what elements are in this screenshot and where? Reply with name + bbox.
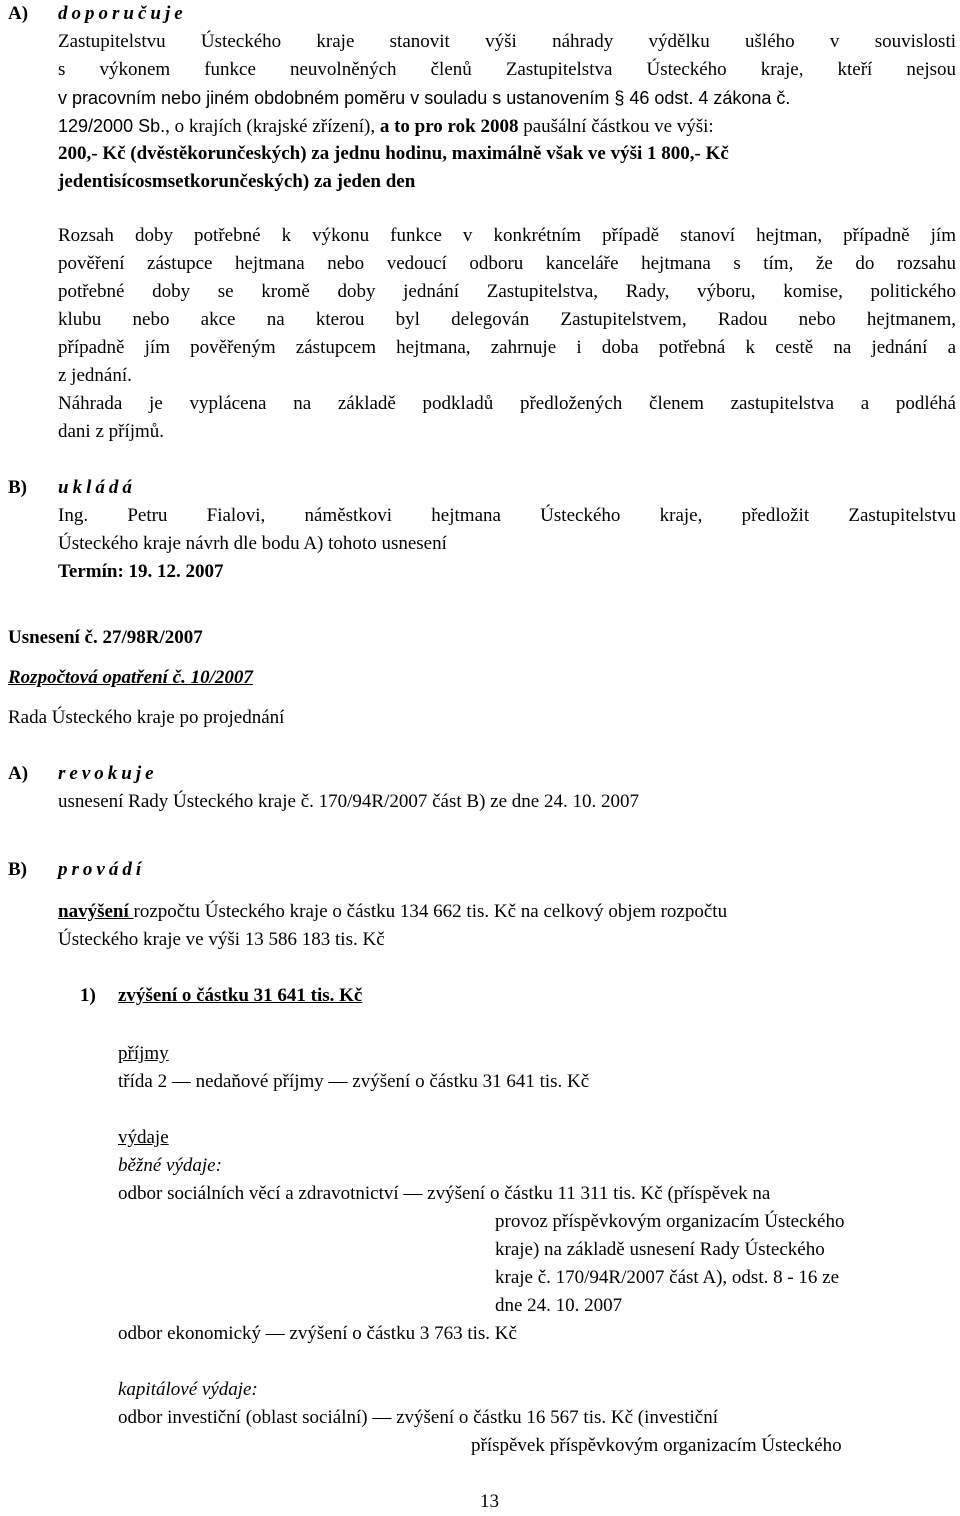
section-a-line-1: Zastupitelstvu Ústeckého kraje stanovit výši náhrady výdělku ušlého v souvislosti — [58, 31, 956, 52]
social-affairs-cont-1: provoz příspěvkovým organizacím Ústeckého — [495, 1211, 845, 1232]
increase-text: rozpočtu Ústeckého kraje o částku 134 662 tis. Kč na celkový objem rozpočtu — [133, 901, 728, 922]
year-clause: a to pro rok 2008 — [379, 116, 519, 137]
scope-line-4: klubu nebo akce na kterou byl delegován Zastupitelstvem, Radou nebo hejtmanem, — [58, 309, 956, 330]
daily-rate: jedentisícosmsetkorunčeských) za jeden den — [58, 171, 416, 192]
scope-line-3: potřebné doby se kromě doby jednání Zastupitelstva, Rady, výboru, komise, politického — [58, 281, 956, 302]
section-a-heading: doporučuje — [58, 3, 187, 24]
economic-dept-line: odbor ekonomický — zvýšení o částku 3 763 tis. Kč — [118, 1323, 517, 1344]
budget-increase-line-2: Ústeckého kraje ve výši 13 586 183 tis. Kč — [58, 929, 385, 950]
task-line-2: Ústeckého kraje návrh dle bodu A) tohoto usnesení — [58, 533, 447, 554]
deadline: Termín: 19. 12. 2007 — [58, 561, 224, 582]
revenue-label: příjmy — [118, 1043, 169, 1064]
section-b-heading: ukládá — [58, 477, 136, 498]
section-a-line-3: v pracovním nebo jiném obdobném poměru v souladu s ustanovením § 46 odst. 4 zákona č. — [58, 88, 791, 108]
budget-increase-line-1 — [58, 898, 727, 926]
payment-line-2: dani z příjmů. — [58, 421, 165, 442]
payment-line-1: Náhrada je vyplácena na základě podkladů předložených členem zastupitelstva a podléhá — [58, 393, 956, 414]
provadi-label: B) — [8, 859, 27, 880]
lump-sum-text: paušální částkou ve výši: — [518, 116, 714, 137]
current-expenses-label: běžné výdaje: — [118, 1155, 222, 1176]
revokuje-heading: revokuje — [58, 763, 158, 784]
provadi-heading: provádí — [58, 859, 146, 880]
social-affairs-line: odbor sociálních věcí a zdravotnictví — zvýšení o částku 11 311 tis. Kč (příspěvek na — [118, 1183, 771, 1204]
scope-line-5: případně jím pověřeným zástupcem hejtmana, zahrnuje i doba potřebná k cestě na jednání a — [58, 337, 956, 358]
scope-line-1: Rozsah doby potřebné k výkonu funkce v konkrétním případě stanoví hejtman, případně jím — [58, 225, 956, 246]
capital-expenses-label: kapitálové výdaje: — [118, 1379, 258, 1400]
scope-line-2: pověření zástupce hejtmana nebo vedoucí odboru kanceláře hejtmana s tím, že do rozsahu — [58, 253, 956, 274]
revokuje-text: usnesení Rady Ústeckého kraje č. 170/94R/2007 část B) ze dne 24. 10. 2007 — [58, 791, 639, 812]
task-line-1: Ing. Petru Fialovi, náměstkovi hejtmana Ústeckého kraje, předložit Zastupitelstvu — [58, 505, 956, 526]
expenses-label: výdaje — [118, 1127, 169, 1148]
hourly-rate: 200,- Kč (dvěstěkorunčeských) za jednu hodinu, maximálně však ve výši 1 800,- Kč — [58, 143, 729, 164]
social-affairs-cont-4: dne 24. 10. 2007 — [495, 1295, 623, 1316]
section-a-label: A) — [8, 3, 29, 24]
investment-dept-cont: příspěvek příspěvkovým organizacím Ústeckého — [471, 1435, 842, 1456]
law-reference-text: , o krajích (krajské zřízení), — [165, 116, 380, 137]
social-affairs-cont-2: kraje) na základě usnesení Rady Ústeckého — [495, 1239, 825, 1260]
investment-dept-line: odbor investiční (oblast sociální) — zvýšení o částku 16 567 tis. Kč (investiční — [118, 1407, 718, 1428]
scope-line-6: z jednání. — [58, 365, 132, 386]
item-1-title: zvýšení o částku 31 641 tis. Kč — [118, 985, 363, 1006]
revenue-line: třída 2 — nedaňové příjmy — zvýšení o částku 31 641 tis. Kč — [118, 1071, 590, 1092]
page-number: 13 — [480, 1491, 499, 1512]
resolution-number: Usnesení č. 27/98R/2007 — [8, 627, 203, 648]
law-reference: 129/2000 Sb. — [58, 116, 166, 136]
section-a-line-2: s výkonem funkce neuvolněných členů Zastupitelstva Ústeckého kraje, kteří nejsou — [58, 59, 956, 80]
section-a-line-4 — [58, 112, 714, 141]
revokuje-label: A) — [8, 763, 29, 784]
section-b-label: B) — [8, 477, 27, 498]
increase-keyword: navýšení — [58, 901, 134, 922]
item-1-number: 1) — [80, 985, 96, 1006]
social-affairs-cont-3: kraje č. 170/94R/2007 část A), odst. 8 - 16 ze — [495, 1267, 840, 1288]
resolution-intro: Rada Ústeckého kraje po projednání — [8, 707, 285, 728]
resolution-title: Rozpočtová opatření č. 10/2007 — [8, 667, 253, 688]
